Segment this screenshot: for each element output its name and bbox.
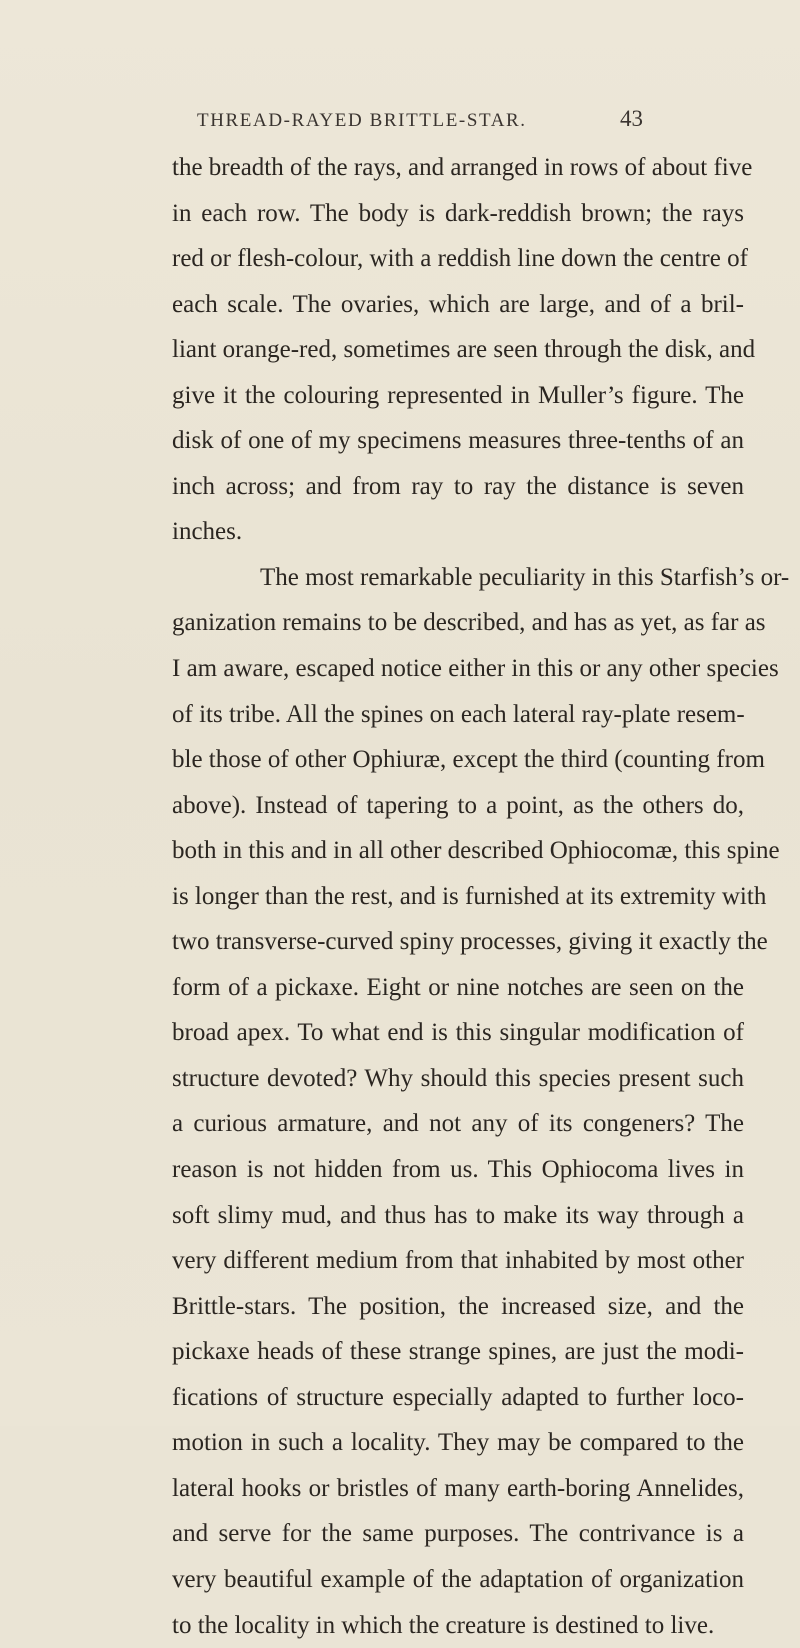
text-line: inch across; and from ray to ray the distance is seven bbox=[172, 464, 744, 510]
text-line: inches. bbox=[172, 509, 744, 555]
text-line: ganization remains to be described, and has as yet, as far as bbox=[172, 600, 744, 646]
text-line: red or flesh-colour, with a reddish line down the centre of bbox=[172, 236, 744, 282]
text-line: to the locality in which the creature is destined to live. bbox=[172, 1603, 744, 1648]
text-line: liant orange-red, sometimes are seen through the disk, and bbox=[172, 327, 744, 373]
running-head bbox=[0, 106, 800, 136]
text-line: two transverse-curved spiny processes, giving it exactly the bbox=[172, 919, 744, 965]
text-line: motion in such a locality. They may be compared to the bbox=[172, 1420, 744, 1466]
text-line: Brittle-stars. The position, the increased size, and the bbox=[172, 1284, 744, 1330]
text-line: pickaxe heads of these strange spines, are just the modi- bbox=[172, 1329, 744, 1375]
text-line: and serve for the same purposes. The contrivance is a bbox=[172, 1511, 744, 1557]
text-line: I am aware, escaped notice either in this or any other species bbox=[172, 646, 744, 692]
text-line: soft slimy mud, and thus has to make its way through a bbox=[172, 1193, 744, 1239]
text-line: both in this and in all other described Ophiocomæ, this spine bbox=[172, 828, 744, 874]
text-line: above). Instead of tapering to a point, as the others do, bbox=[172, 783, 744, 829]
text-line: reason is not hidden from us. This Ophiocoma lives in bbox=[172, 1147, 744, 1193]
text-line: ble those of other Ophiuræ, except the third (counting from bbox=[172, 737, 744, 783]
text-line: broad apex. To what end is this singular modification of bbox=[172, 1010, 744, 1056]
text-line: very beautiful example of the adaptation of organization bbox=[172, 1557, 744, 1603]
text-line: of its tribe. All the spines on each lateral ray-plate resem- bbox=[172, 692, 744, 738]
text-line: structure devoted? Why should this species present such bbox=[172, 1056, 744, 1102]
body-text bbox=[172, 145, 744, 1648]
text-line: The most remarkable peculiarity in this Starfish’s or- bbox=[172, 555, 744, 601]
text-line: in each row. The body is dark-reddish brown; the rays bbox=[172, 191, 744, 237]
text-line: disk of one of my specimens measures three-tenths of an bbox=[172, 418, 744, 464]
text-line: form of a pickaxe. Eight or nine notches are seen on the bbox=[172, 965, 744, 1011]
text-line: is longer than the rest, and is furnished at its extremity with bbox=[172, 874, 744, 920]
text-line: each scale. The ovaries, which are large, and of a bril- bbox=[172, 282, 744, 328]
text-line: lateral hooks or bristles of many earth-boring Annelides, bbox=[172, 1466, 744, 1512]
text-line: the breadth of the rays, and arranged in rows of about five bbox=[172, 145, 744, 191]
page-number: 43 bbox=[620, 106, 643, 132]
text-line: give it the colouring represented in Muller’s figure. The bbox=[172, 373, 744, 419]
text-line: fications of structure especially adapted to further loco- bbox=[172, 1375, 744, 1421]
running-title: THREAD-RAYED BRITTLE-STAR. bbox=[197, 110, 527, 132]
text-line: a curious armature, and not any of its congeners? The bbox=[172, 1101, 744, 1147]
text-line: very different medium from that inhabited by most other bbox=[172, 1238, 744, 1284]
